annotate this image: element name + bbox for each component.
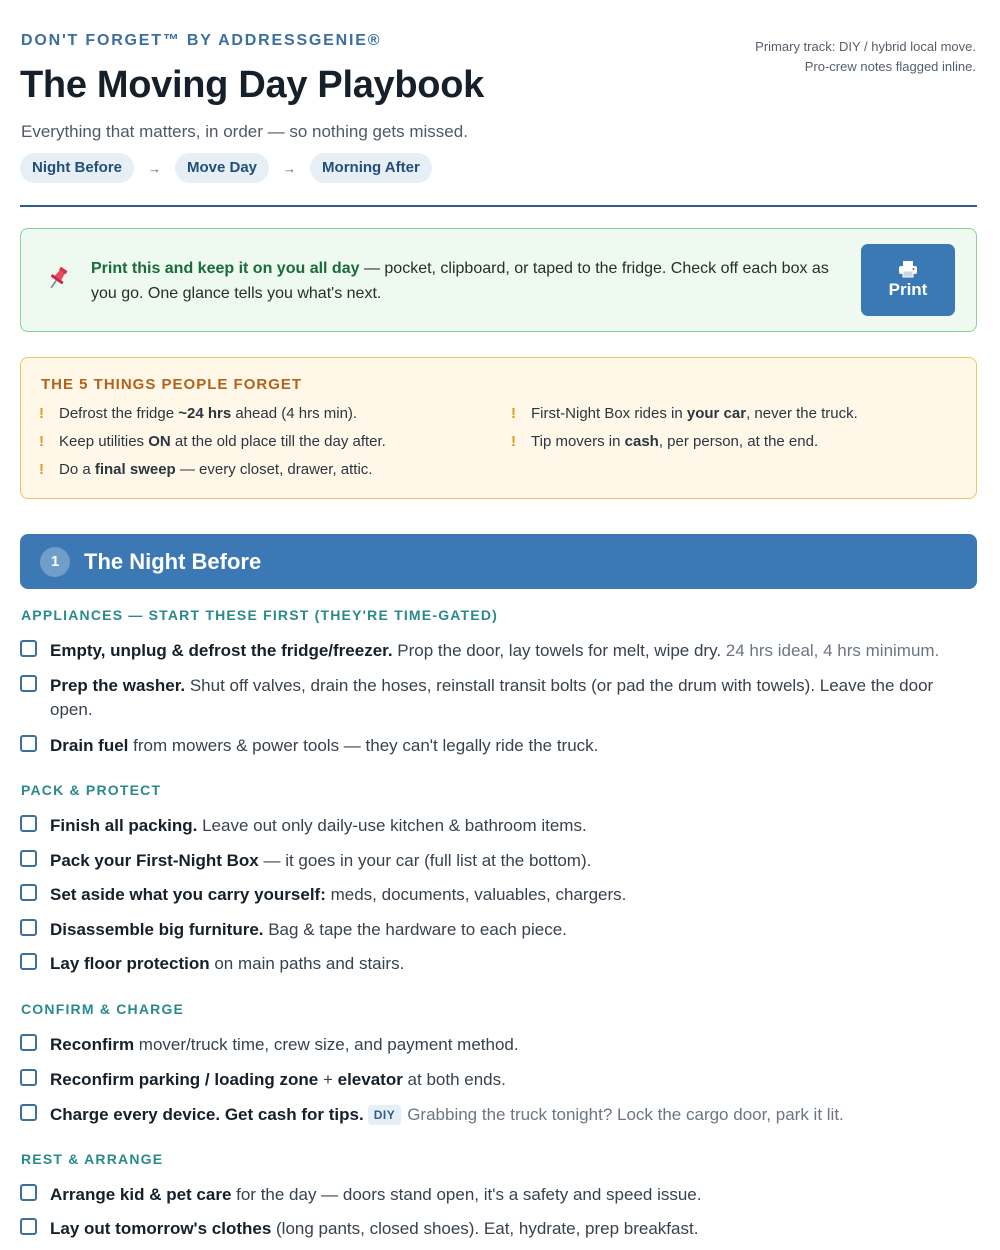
- checklist-item: Charge every device. Get cash for tips. DIY Grabbing the truck tonight? Lock the cargo door, park it lit.: [20, 1103, 970, 1127]
- checkbox[interactable]: [20, 1069, 37, 1086]
- checkbox[interactable]: [20, 815, 37, 832]
- page-title: The Moving Day Playbook: [20, 64, 484, 106]
- print-instructions-rest: — pocket, clipboard, or taped to the fridge. Check off each box as you go. One glance tells you what's next.: [91, 260, 829, 302]
- page-subtitle: Everything that matters, in order — so nothing gets missed.: [21, 122, 468, 141]
- checklist-item: Reconfirm parking / loading zone + elevator at both ends.: [20, 1068, 970, 1092]
- exclamation-icon: !: [39, 405, 44, 422]
- forget-column-1: [39, 405, 386, 489]
- checkbox[interactable]: [20, 919, 37, 936]
- checklist-item: Prep the washer. Shut off valves, drain the hoses, reinstall transit bolts (or pad the drum with towels). Leave the door open.: [20, 674, 970, 722]
- exclamation-icon: !: [39, 433, 44, 450]
- exclamation-icon: !: [511, 405, 516, 422]
- track-note-line-2: Pro-crew notes flagged inline.: [804, 59, 976, 74]
- group-heading-confirm-charge: CONFIRM & CHARGE: [21, 1001, 185, 1017]
- checkbox[interactable]: [20, 1034, 37, 1051]
- checklist-item: Empty, unplug & defrost the fridge/freezer. Prop the door, lay towels for melt, wipe dry. 24 hrs ideal, 4 hrs minimum.: [20, 639, 970, 663]
- checklist-item: Finish all packing. Leave out only daily-use kitchen & bathroom items.: [20, 814, 970, 838]
- forget-item: ! Keep utilities ON at the old place till the day after.: [39, 433, 386, 450]
- forget-item: ! Tip movers in cash, per person, at the end.: [511, 433, 819, 450]
- print-button-label: Print: [888, 280, 928, 299]
- forget-item: ! Defrost the fridge ~24 hrs ahead (4 hrs min).: [39, 405, 358, 422]
- checkbox[interactable]: [20, 850, 37, 867]
- section-number-badge: 1: [40, 547, 70, 577]
- diy-tag: DIY: [368, 1105, 402, 1125]
- printer-icon: [898, 260, 918, 278]
- group-heading-rest-arrange: REST & ARRANGE: [21, 1151, 164, 1167]
- checklist-item: Reconfirm mover/truck time, crew size, and payment method.: [20, 1033, 970, 1057]
- forget-column-2: [511, 405, 858, 461]
- forget-title: THE 5 THINGS PEOPLE FORGET: [41, 376, 303, 393]
- checklist-item: Set aside what you carry yourself: meds, documents, valuables, chargers.: [20, 883, 970, 907]
- group-heading-appliances: APPLIANCES — START THESE FIRST (THEY'RE TIME-GATED): [21, 607, 499, 623]
- checkbox[interactable]: [20, 735, 37, 752]
- section-header-night-before: [20, 534, 977, 589]
- print-instructions: [91, 256, 831, 306]
- arrow-right-icon: →: [148, 160, 161, 176]
- track-note: [755, 37, 976, 77]
- track-note-line-1: Primary track: DIY / hybrid local move.: [755, 39, 976, 54]
- checklist-item: Lay out tomorrow's clothes (long pants, closed shoes). Eat, hydrate, prep breakfast.: [20, 1217, 970, 1241]
- checkbox[interactable]: [20, 884, 37, 901]
- phase-pill-morning-after[interactable]: Morning After: [310, 153, 432, 183]
- header-divider: [20, 205, 977, 207]
- checkbox[interactable]: [20, 1104, 37, 1121]
- group-heading-pack-protect: PACK & PROTECT: [21, 782, 162, 798]
- checkbox[interactable]: [20, 1218, 37, 1235]
- arrow-right-icon: →: [283, 160, 297, 176]
- forget-item: ! First-Night Box rides in your car, never the truck.: [511, 405, 858, 422]
- section-title: The Night Before: [84, 548, 262, 574]
- checkbox[interactable]: [20, 1184, 37, 1201]
- exclamation-icon: !: [39, 461, 44, 478]
- phase-pill-night-before[interactable]: Night Before: [20, 153, 134, 183]
- checkbox[interactable]: [20, 675, 37, 692]
- brand-line: DON'T FORGET™ BY ADDRESSGENIE®: [21, 32, 382, 49]
- checkbox[interactable]: [20, 640, 37, 657]
- print-callout: [20, 228, 977, 332]
- checklist-item: Lay floor protection on main paths and stairs.: [20, 952, 970, 976]
- exclamation-icon: !: [511, 433, 516, 450]
- checklist-item: Arrange kid & pet care for the day — doors stand open, it's a safety and speed issue.: [20, 1183, 970, 1207]
- print-instructions-lead: Print this and keep it on you all day: [91, 260, 360, 277]
- forget-item: ! Do a final sweep — every closet, drawer, attic.: [39, 461, 373, 478]
- checklist-item: Drain fuel from mowers & power tools — they can't legally ride the truck.: [20, 734, 970, 758]
- phase-pill-move-day[interactable]: Move Day: [175, 153, 269, 183]
- print-button[interactable]: [861, 244, 955, 316]
- checkbox[interactable]: [20, 953, 37, 970]
- forget-callout: [20, 357, 977, 499]
- phase-nav: [20, 153, 432, 183]
- pushpin-icon: [45, 265, 71, 291]
- checklist-item: Pack your First-Night Box — it goes in your car (full list at the bottom).: [20, 849, 970, 873]
- checklist-item: Disassemble big furniture. Bag & tape the hardware to each piece.: [20, 918, 970, 942]
